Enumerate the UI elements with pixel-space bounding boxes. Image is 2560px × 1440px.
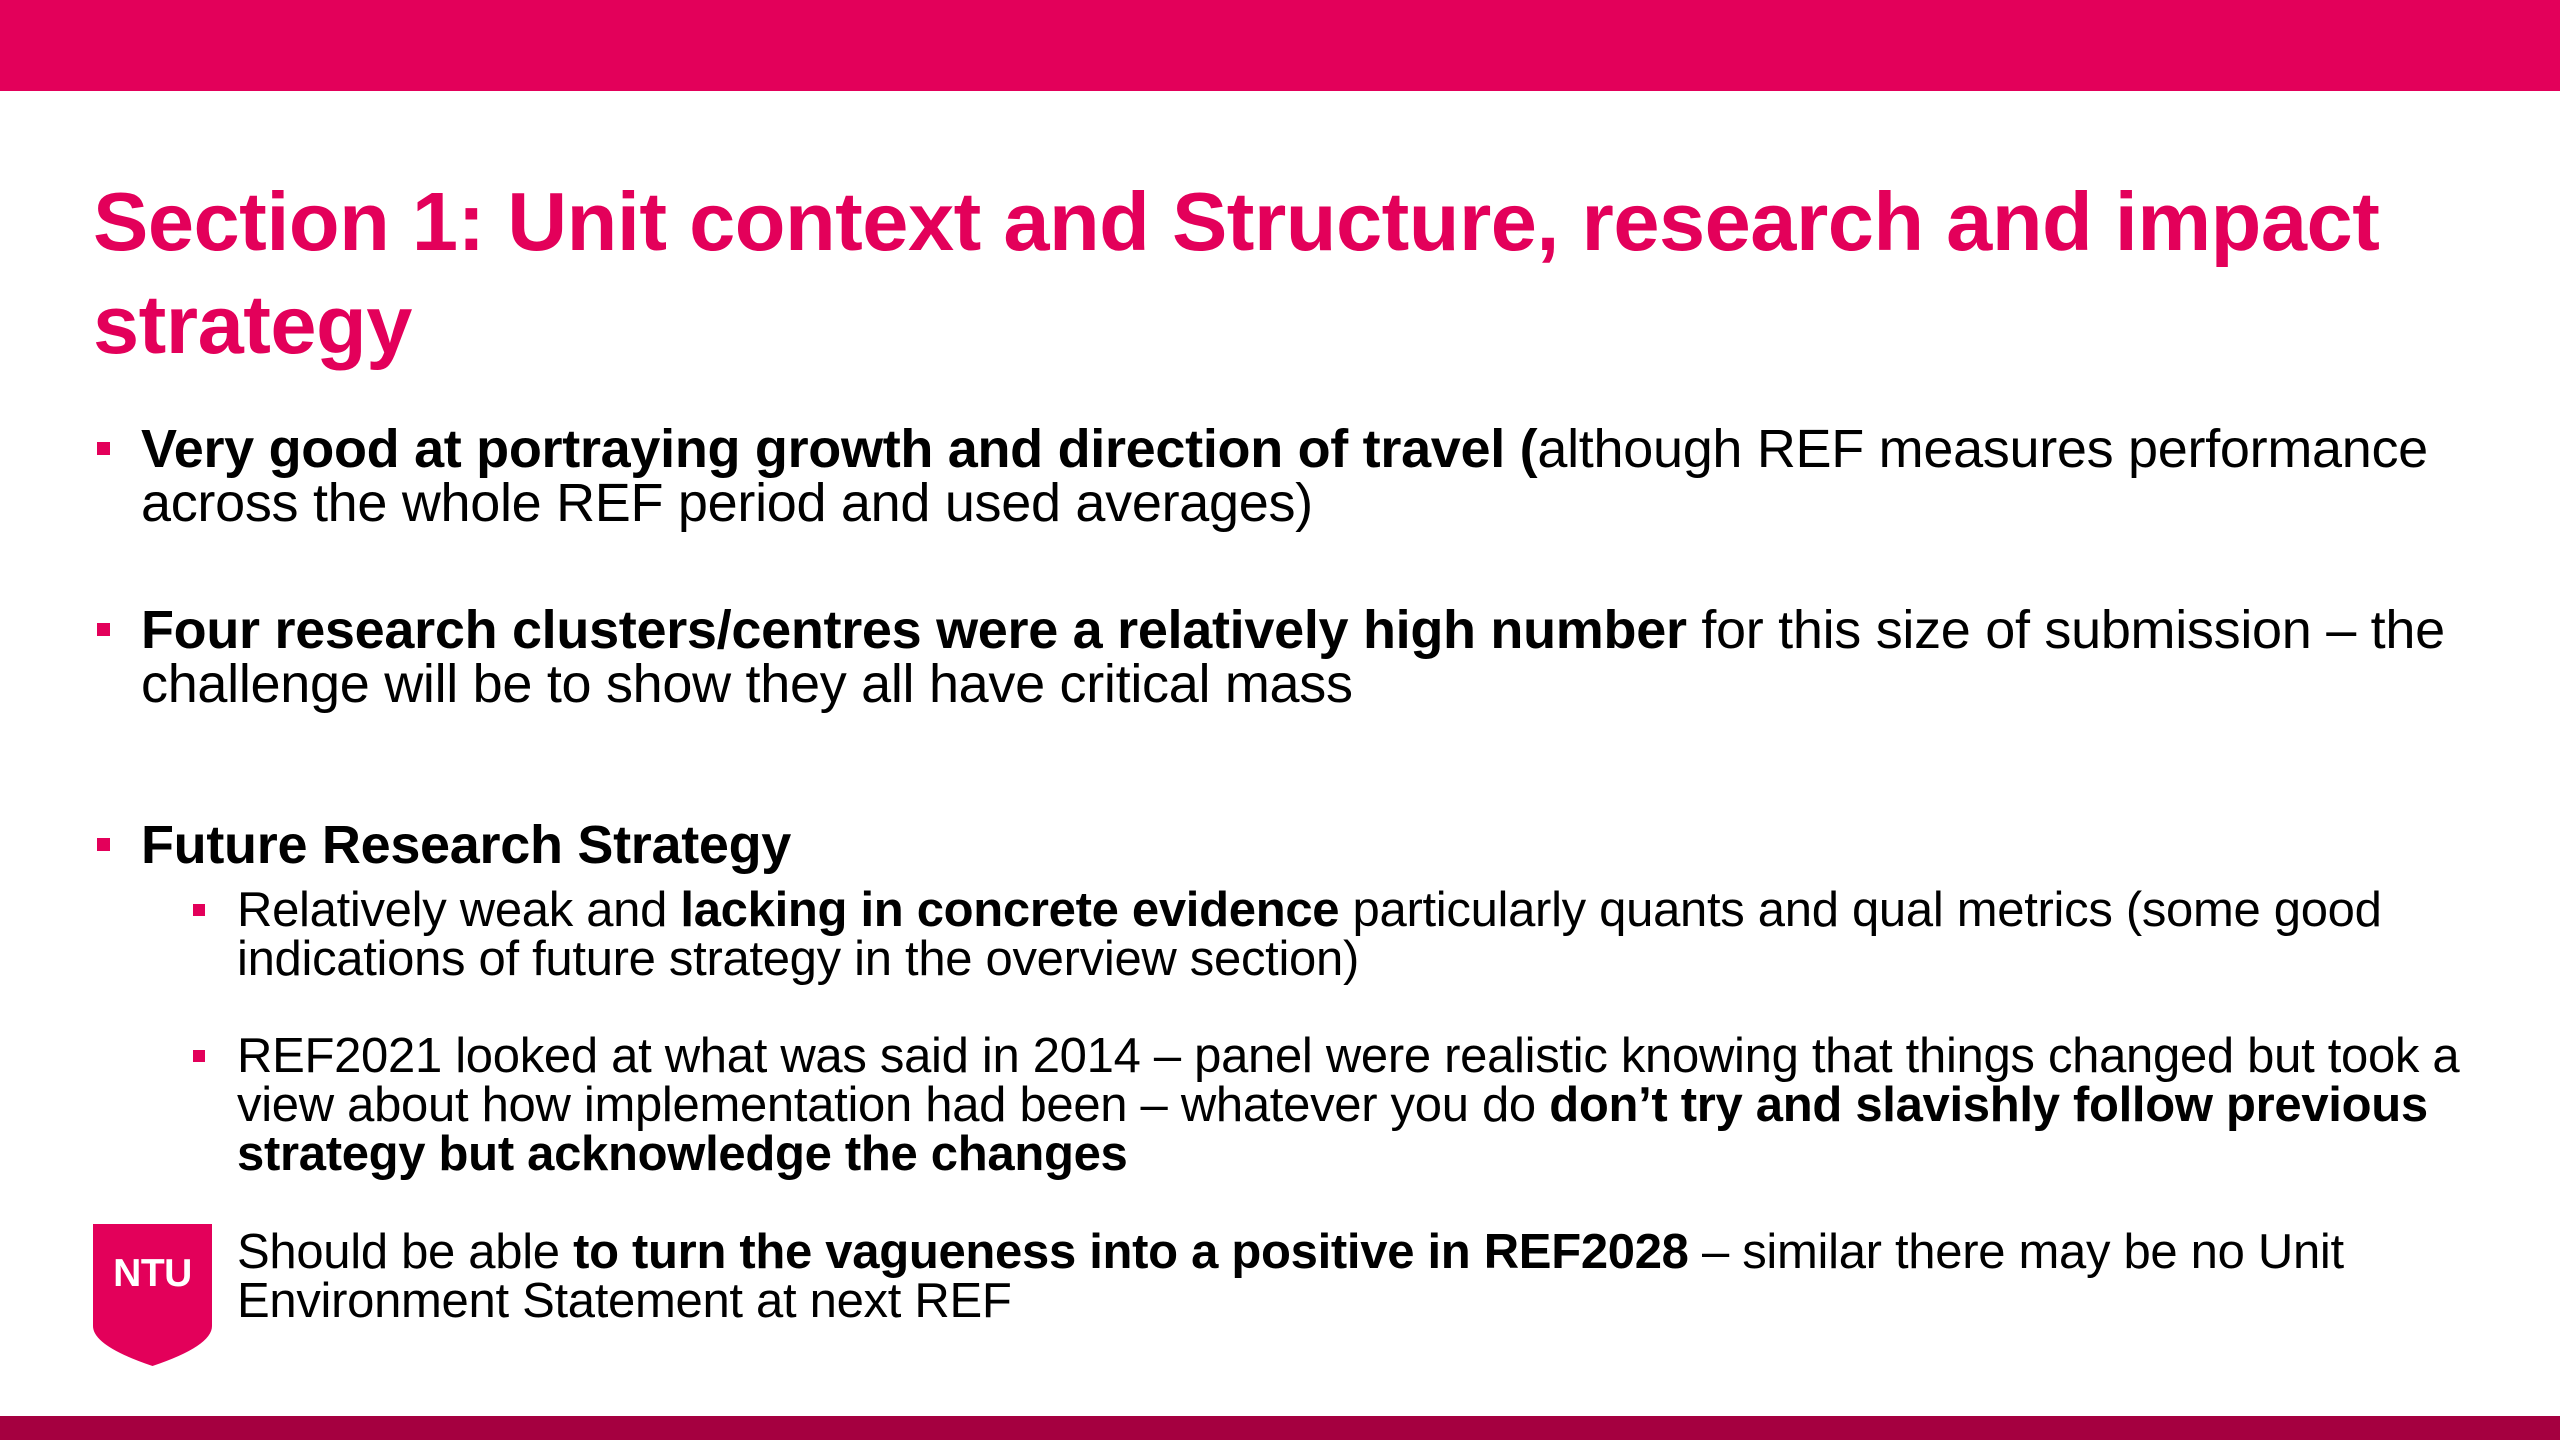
bullet-square-icon (97, 623, 110, 636)
bullet-text: for this size of submission – the challenge will be to show they all have critical mass (141, 600, 2445, 714)
bullet-clusters (141, 600, 2461, 714)
ntu-logo (93, 1224, 212, 1366)
footer-note (237, 1225, 2477, 1328)
sub-bullet-square-icon (193, 904, 205, 916)
bullet-text: although REF measures performance across the whole REF period and used averages) (141, 419, 2428, 533)
sub-bullet-bold-text: lacking in concrete evidence (680, 883, 1340, 937)
footer-note-text: Should be able (237, 1225, 574, 1279)
footer-note-bold-text: to turn the vagueness into a positive in REF2028 (573, 1225, 1689, 1279)
logo-text: NTU (113, 1252, 192, 1295)
sub-bullet-ref2021 (237, 1029, 2477, 1181)
bullet-bold-text: Future Research Strategy (141, 815, 792, 875)
sub-bullet-weak-evidence (237, 883, 2477, 986)
slide-title: Section 1: Unit context and Structure, research and impact strategy (93, 175, 2380, 371)
bullet-square-icon (97, 442, 110, 455)
bullet-bold-text: Very good at portraying growth and direction of travel ( (141, 419, 1538, 479)
sub-bullet-bold-text: don’t try and slavishly follow previous strategy but acknowledge the changes (237, 1078, 2428, 1181)
bullet-square-icon (97, 838, 110, 851)
bullet-bold-text: Four research clusters/centres were a relatively high number (141, 600, 1687, 660)
sub-bullet-square-icon (193, 1050, 205, 1062)
sub-bullet-text: particularly quants and qual metrics (some good indications of future strategy in the overview section) (237, 883, 2382, 986)
sub-bullet-text: REF2021 looked at what was said in 2014 – panel were realistic knowing that things changed but took a view about how implementation had been – whatever you do (237, 1029, 2460, 1132)
bullet-growth (141, 419, 2461, 533)
sub-bullet-text: Relatively weak and (237, 883, 681, 937)
bullet-future-strategy (141, 815, 2461, 875)
footer-note-text: – similar there may be no Unit Environment Statement at next REF (237, 1225, 2344, 1328)
bottom-brand-bar (0, 1416, 2560, 1440)
